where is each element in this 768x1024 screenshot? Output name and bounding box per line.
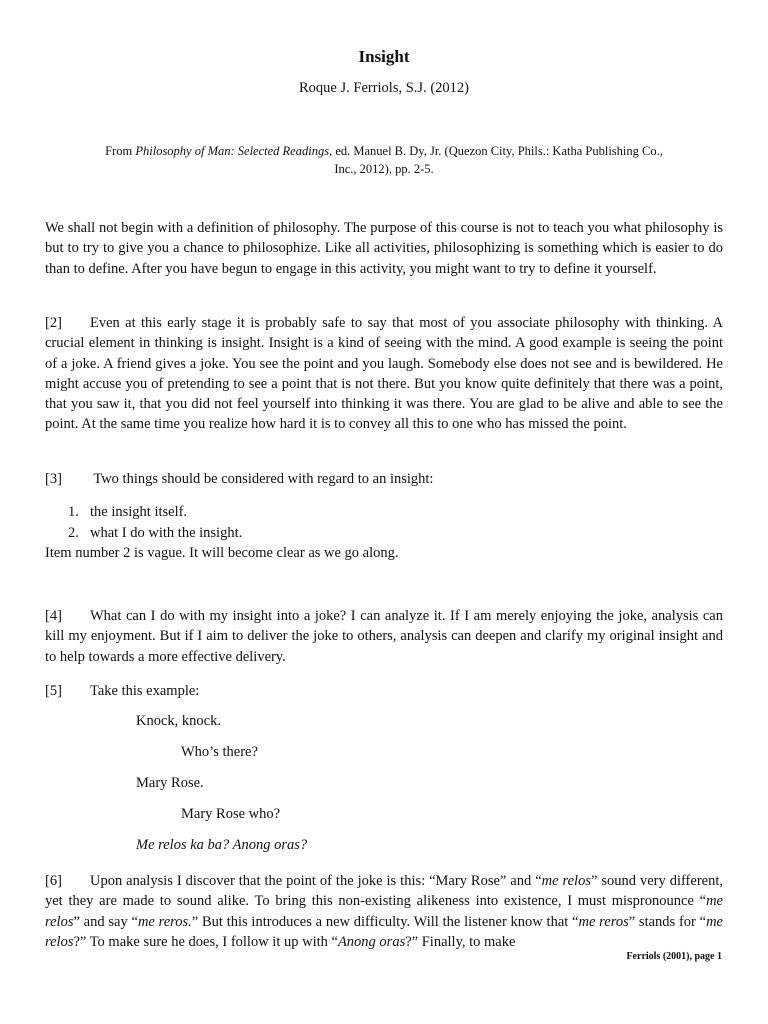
paragraph-1: We shall not begin with a definition of philosophy. The purpose of this course is not to teach you what philosophy is but to try to give you a chance to philosophize. Like all activities, philosophizing is something which is easier to do than to define. After you have begun to engage in this activity, you might want to try to define it yourself. xyxy=(45,220,723,277)
list-item-text: what I do with the insight. xyxy=(90,525,243,541)
paragraph-text xyxy=(45,873,723,950)
paragraph-3 xyxy=(45,469,723,489)
paragraph-text: Even at this early stage it is probably safe to say that most of you associate philosophy with thinking. A crucial element in thinking is insight. Insight is a kind of seeing with the mind. A good example is seeing the point of a joke. A friend gives a joke. You see the point and you laugh. Somebody else does not see and is bewildered. He might accuse you of pretending to see a point that is not there. But you know quite definitely that there was a point, that you saw it, that you did not feel yourself into thinking it was there. You are glad to be alive and able to see the point. At the same time you realize how hard it is to convey all this to one who has missed the point. xyxy=(45,315,723,433)
numbered-list xyxy=(68,502,242,544)
list-item-number: 2. xyxy=(68,525,79,541)
paragraph-number: [2] xyxy=(45,315,62,331)
paragraph-text: Two things should be considered with regard to an insight: xyxy=(90,471,434,487)
paragraph-number: [4] xyxy=(45,608,62,624)
italic-term: me relos xyxy=(541,873,591,889)
text-segment: ” stands for “ xyxy=(628,913,707,930)
text-segment: ” But this introduces a new difficulty. Will the listener know that “ xyxy=(191,913,579,930)
source-book-title: Philosophy of Man: Selected Readings, xyxy=(135,144,333,158)
italic-term: me relos xyxy=(45,893,723,930)
text-segment: ” and say “ xyxy=(73,913,138,930)
text-segment: ” sound very different, yet they are made to sound alike. To bring this non-existing alikeness into existence, I must mispronounce “ xyxy=(45,873,723,910)
paragraph-5 xyxy=(45,681,723,701)
source-details-line2: Inc., 2012), pp. 2-5. xyxy=(334,162,434,176)
paragraph-number: [6] xyxy=(45,873,62,889)
joke-line-2: Who’s there? xyxy=(181,744,258,760)
text-segment: Upon analysis I discover that the point of the joke is this: “Mary Rose” and “ xyxy=(90,873,542,889)
document-title: Insight xyxy=(358,47,410,66)
joke-line-5: Me relos ka ba? Anong oras? xyxy=(136,837,308,853)
list-item xyxy=(68,523,242,544)
joke-line-4: Mary Rose who? xyxy=(181,806,281,822)
list-item xyxy=(68,502,242,523)
page-footer: Ferriols (2001), page 1 xyxy=(626,951,722,962)
italic-term: me reros xyxy=(578,913,629,930)
italic-term: Anong oras xyxy=(337,933,406,950)
list-item-number: 1. xyxy=(68,504,79,520)
source-prefix: From xyxy=(105,144,136,158)
paragraph-4 xyxy=(45,606,723,667)
text-segment: ?” To make sure he does, I follow it up with “ xyxy=(73,933,338,950)
document-author: Roque J. Ferriols, S.J. (2012) xyxy=(299,80,469,96)
text-segment: ?” Finally, to make xyxy=(405,933,516,950)
paragraph-2 xyxy=(45,313,723,435)
italic-term: me relos xyxy=(45,913,723,950)
joke-line-3: Mary Rose. xyxy=(136,775,204,791)
list-note: Item number 2 is vague. It will become clear as we go along. xyxy=(45,545,399,561)
italic-term: me reros. xyxy=(137,913,192,930)
source-details-line1: ed. Manuel B. Dy, Jr. (Quezon City, Phils.: Katha Publishing Co., xyxy=(332,144,663,158)
list-item-text: the insight itself. xyxy=(90,504,188,520)
source-citation xyxy=(90,142,678,178)
paragraph-text: What can I do with my insight into a joke? I can analyze it. If I am merely enjoying the joke, analysis can kill my enjoyment. But if I aim to deliver the joke to others, analysis can deepen and clarify my original insight and to help towards a more effective delivery. xyxy=(45,608,723,665)
paragraph-text: Take this example: xyxy=(90,683,200,699)
paragraph-number: [5] xyxy=(45,683,62,699)
paragraph-number: [3] xyxy=(45,471,62,487)
paragraph-6 xyxy=(45,871,723,951)
joke-line-1: Knock, knock. xyxy=(136,713,221,729)
